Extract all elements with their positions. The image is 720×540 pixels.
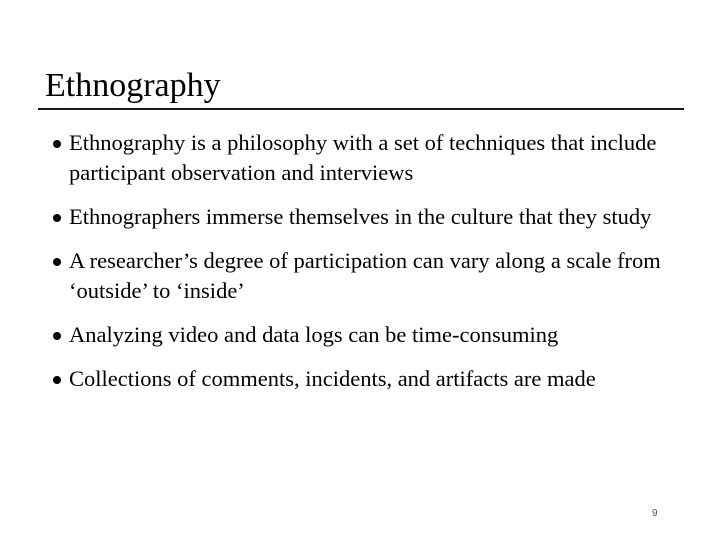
bullet-list [53,128,693,394]
bullet-item [53,364,693,394]
bullet-text: A researcher’s degree of participation can vary along a scale from ‘outside’ to ‘inside’ [69,248,661,303]
bullet-item [53,320,693,350]
bullet-text: Collections of comments, incidents, and artifacts are made [69,366,596,391]
bullet-item [53,202,693,232]
bullet-dot-icon [53,140,61,148]
page-number: 9 [652,508,658,519]
bullet-text: Analyzing video and data logs can be time-consuming [69,322,559,347]
bullet-dot-icon [53,258,61,266]
bullet-item [53,128,693,188]
bullet-dot-icon [53,332,61,340]
bullet-item [53,246,693,306]
bullet-dot-icon [53,214,61,222]
title-divider [38,108,684,110]
bullet-text: Ethnography is a philosophy with a set of techniques that include participant observation and interviews [69,130,657,185]
slide-title: Ethnography [45,67,221,104]
bullet-text: Ethnographers immerse themselves in the culture that they study [69,204,652,229]
bullet-dot-icon [53,376,61,384]
